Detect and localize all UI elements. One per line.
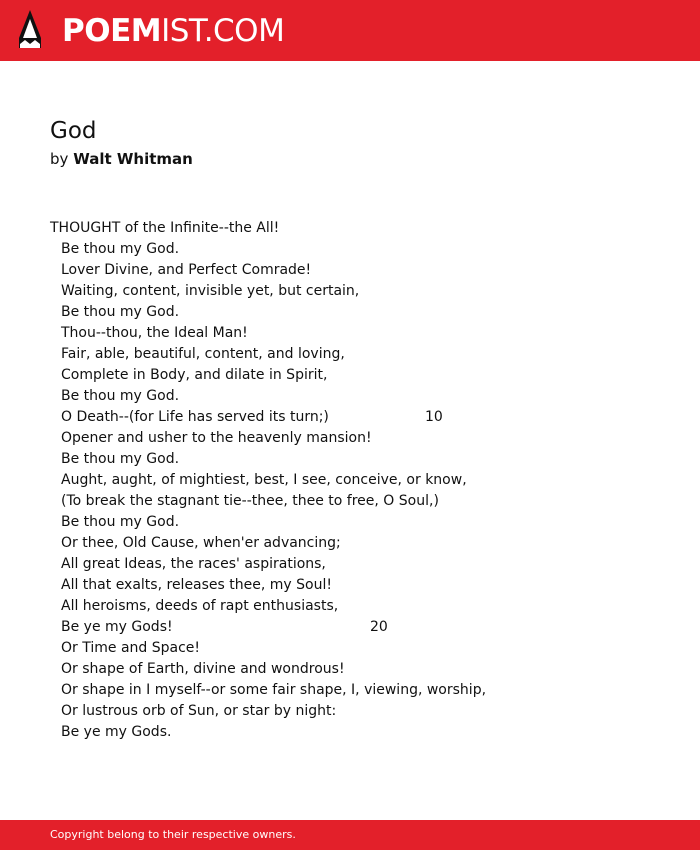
logo-bold-text: POEM — [62, 13, 162, 49]
line-number: 20 — [370, 619, 388, 635]
poem-line-text: Lover Divine, and Perfect Comrade! — [61, 262, 312, 278]
site-logo[interactable] — [62, 12, 284, 50]
poem-title: God — [50, 118, 97, 144]
poem-line — [50, 512, 650, 533]
poem-line — [50, 428, 650, 449]
poem-line-text: Waiting, content, invisible yet, but certain, — [61, 283, 360, 299]
poem-line-text: Or shape of Earth, divine and wondrous! — [61, 661, 345, 677]
poem-line — [50, 407, 650, 428]
poem-line-text: Thou--thou, the Ideal Man! — [61, 325, 248, 341]
poem-line — [50, 575, 650, 596]
poem-line-text: Be thou my God. — [61, 241, 180, 257]
author-name: Walt Whitman — [73, 150, 193, 168]
poem-line-text: Be ye my Gods! — [61, 619, 173, 635]
poem-line — [50, 386, 650, 407]
poem-line — [50, 260, 650, 281]
poem-line-text: Or lustrous orb of Sun, or star by night: — [61, 703, 337, 719]
poem-line-text: Complete in Body, and dilate in Spirit, — [61, 367, 328, 383]
poem-line — [50, 302, 650, 323]
poem-line — [50, 701, 650, 722]
poem-byline — [50, 149, 193, 169]
poem-line-text: Or shape in I myself--or some fair shape, I, viewing, worship, — [61, 682, 487, 698]
site-header — [0, 0, 700, 61]
poem-line-text: All that exalts, releases thee, my Soul! — [61, 577, 332, 593]
poem-line-text: Be thou my God. — [61, 514, 180, 530]
poem-line — [50, 365, 650, 386]
poem-line — [50, 617, 650, 638]
poem-line — [50, 680, 650, 701]
by-label: by — [50, 150, 69, 168]
poem-line — [50, 596, 650, 617]
poem-line — [50, 323, 650, 344]
poem-line — [50, 470, 650, 491]
poem-line — [50, 638, 650, 659]
poem-line-text: O Death--(for Life has served its turn;) — [61, 409, 329, 425]
poem-line — [50, 218, 650, 239]
poem-line-text: Or Time and Space! — [61, 640, 201, 656]
poem-line — [50, 554, 650, 575]
poem-line — [50, 344, 650, 365]
poem-line-text: Be thou my God. — [61, 304, 180, 320]
poem-line — [50, 659, 650, 680]
poem-line-text: Aught, aught, of mightiest, best, I see, conceive, or know, — [61, 472, 467, 488]
poem-line-text: Be ye my Gods. — [61, 724, 172, 740]
poem-line — [50, 491, 650, 512]
copyright-text: Copyright belong to their respective owners. — [50, 828, 296, 841]
line-number: 10 — [425, 409, 443, 425]
poem-line-text: Fair, able, beautiful, content, and loving, — [61, 346, 345, 362]
poem-line — [50, 449, 650, 470]
site-footer — [0, 820, 700, 850]
poem-line — [50, 533, 650, 554]
poem-body — [50, 218, 650, 743]
logo-light-text: IST.COM — [161, 13, 285, 49]
poem-line-text: All great Ideas, the races' aspirations, — [61, 556, 326, 572]
pencil-icon[interactable] — [17, 10, 43, 50]
poem-line-text: Be thou my God. — [61, 451, 180, 467]
poem-line — [50, 722, 650, 743]
poem-line-text: Or thee, Old Cause, when'er advancing; — [61, 535, 341, 551]
poem-line-text: THOUGHT of the Infinite--the All! — [50, 220, 280, 236]
poem-line-text: (To break the stagnant tie--thee, thee to free, O Soul,) — [61, 493, 439, 509]
poem-line — [50, 239, 650, 260]
poem-line-text: Opener and usher to the heavenly mansion! — [61, 430, 372, 446]
poem-line-text: All heroisms, deeds of rapt enthusiasts, — [61, 598, 339, 614]
poem-line-text: Be thou my God. — [61, 388, 180, 404]
poem-line — [50, 281, 650, 302]
